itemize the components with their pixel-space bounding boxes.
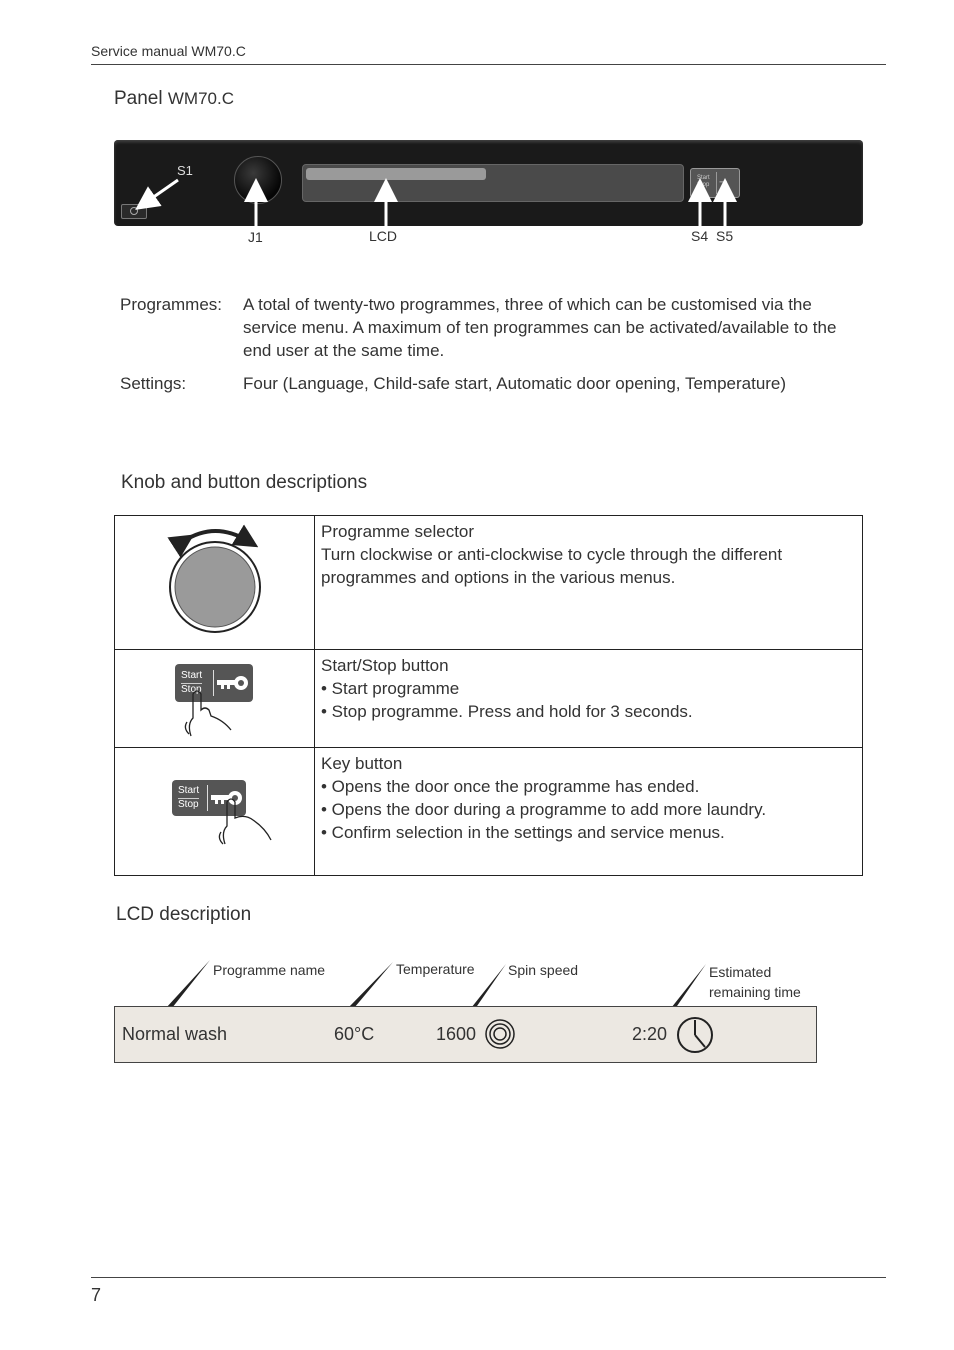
hand-pointer-icon <box>115 748 312 876</box>
knob-desc-title: Programme selector <box>321 522 475 541</box>
start-stop-icon-cell <box>115 650 315 748</box>
panel-callout-arrows <box>0 0 954 260</box>
table-row <box>115 650 863 748</box>
spec-text-programmes: A total of twenty-two programmes, three of which can be customised via the service menu. A maximum of ten programmes can be activated/available to the end user at the same time. <box>243 295 837 360</box>
label-j1: J1 <box>248 229 263 245</box>
icon-start-text: Start <box>181 670 203 681</box>
start-stop-desc-title: Start/Stop button <box>321 656 449 675</box>
icon-stop-text: Stop <box>178 799 199 810</box>
key-desc-title: Key button <box>321 754 403 773</box>
clock-icon <box>676 1016 714 1054</box>
callout-wedge-temperature <box>348 962 393 1008</box>
callout-temperature: Temperature <box>396 961 475 977</box>
arrow-s1 <box>145 180 178 203</box>
panel-stop-text: Stop <box>697 182 710 188</box>
label-s1: S1 <box>177 163 193 178</box>
lcd-spin-speed: 1600 <box>436 1024 477 1044</box>
page-number: 7 <box>91 1285 102 1305</box>
key-desc-line: • Opens the door during a programme to add more laundry. <box>321 800 767 819</box>
start-stop-desc-line: • Stop programme. Press and hold for 3 seconds. <box>321 702 693 721</box>
knob-desc-line: Turn clockwise or anti-clockwise to cycle through the different programmes and options in the various menus. <box>321 545 783 587</box>
label-s4: S4 <box>691 228 709 244</box>
key-desc-line: • Opens the door once the programme has ended. <box>321 777 700 796</box>
spec-text-settings: Four (Language, Child-safe start, Automatic door opening, Temperature) <box>243 374 787 393</box>
knob-icon-cell <box>115 516 315 650</box>
knob-description-cell <box>315 516 863 650</box>
callout-estimated-line: remaining time <box>709 984 801 1000</box>
lcd-section-title: LCD description <box>116 904 252 925</box>
panel-title-model: WM70.C <box>167 89 234 108</box>
callout-programme-name: Programme name <box>213 962 326 978</box>
start-stop-desc-line: • Start programme <box>321 679 460 698</box>
label-s5: S5 <box>716 228 734 244</box>
icon-start-text: Start <box>178 785 200 796</box>
table-row <box>115 516 863 650</box>
lcd-programme-name: Normal wash <box>122 1024 228 1044</box>
knob-button-table <box>114 515 863 876</box>
footer-rule <box>91 1277 886 1278</box>
key-desc-line: • Confirm selection in the settings and service menus. <box>321 823 725 842</box>
table-row <box>115 748 863 876</box>
callout-spin-speed: Spin speed <box>508 962 579 978</box>
callout-wedge-programme <box>166 960 210 1008</box>
knob-rotate-icon <box>116 517 313 643</box>
lcd-temperature: 60°C <box>334 1024 375 1044</box>
running-header: Service manual WM70.C <box>91 43 246 59</box>
spec-label-settings: Settings: <box>120 374 187 393</box>
spec-label-programmes: Programmes: <box>120 295 223 314</box>
hand-pointer-icon <box>115 650 312 748</box>
panel-start-text: Start <box>697 175 710 181</box>
spin-icon <box>484 1018 516 1050</box>
panel-key-icon: ⊸ <box>719 177 728 188</box>
label-lcd: LCD <box>369 228 398 244</box>
panel-title-prefix: Panel <box>114 88 168 109</box>
key-button-icon-cell <box>115 748 315 876</box>
icon-stop-text: Stop <box>181 684 202 695</box>
callout-estimated-time <box>709 962 801 1002</box>
callout-estimated-line: Estimated <box>709 964 772 980</box>
start-stop-description-cell <box>315 650 863 748</box>
knob-section-title: Knob and button descriptions <box>121 472 368 493</box>
key-button-description-cell <box>315 748 863 876</box>
lcd-remaining-time: 2:20 <box>632 1024 668 1044</box>
